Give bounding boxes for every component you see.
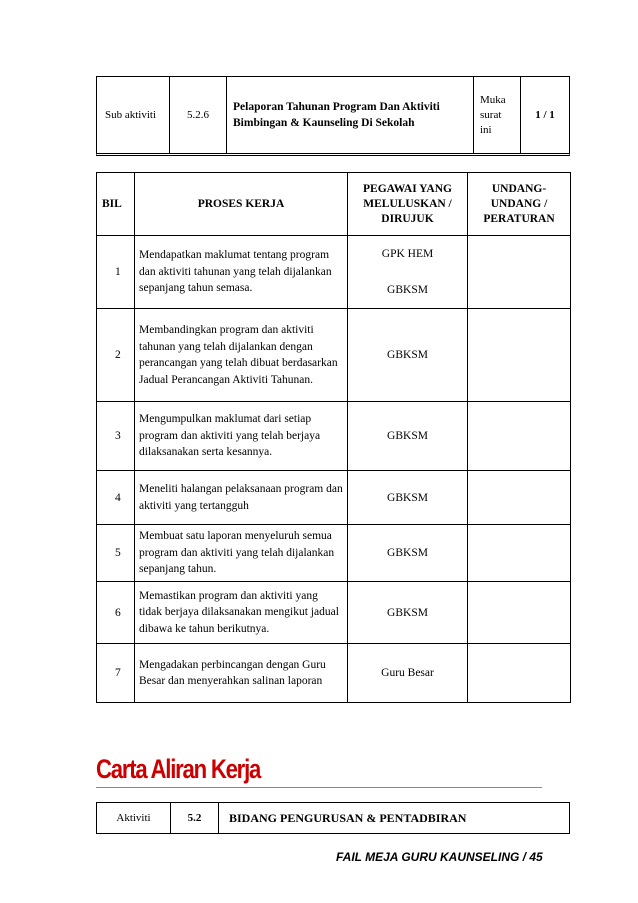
pegawai-line: GBKSM bbox=[387, 547, 428, 559]
table-row bbox=[97, 402, 571, 471]
pegawai-line: GBKSM bbox=[387, 606, 428, 619]
carta-aliran-title: Carta Aliran Kerja bbox=[96, 754, 261, 784]
row-bil: 6 bbox=[97, 582, 135, 644]
table-row bbox=[97, 309, 571, 402]
table-row bbox=[97, 471, 571, 525]
pegawai-line: GBKSM bbox=[387, 349, 428, 361]
header-pegawai: PEGAWAI YANG MELULUSKAN / DIRUJUK bbox=[348, 173, 468, 236]
pegawai-line: Guru Besar bbox=[381, 667, 434, 679]
row-undang-undang bbox=[468, 644, 571, 703]
row-undang-undang bbox=[468, 471, 571, 525]
title-underline bbox=[96, 787, 542, 788]
table-row bbox=[97, 582, 571, 644]
row-proses-kerja: Memastikan program dan aktiviti yang tidak berjaya dilaksanakan mengikut jadual dibawa ke tahun berikutnya. bbox=[135, 582, 348, 644]
row-pegawai bbox=[348, 525, 468, 582]
row-bil: 2 bbox=[97, 309, 135, 402]
row-bil: 5 bbox=[97, 525, 135, 582]
proses-kerja-table bbox=[96, 172, 571, 703]
row-bil: 7 bbox=[97, 644, 135, 703]
row-proses-kerja: Mendapatkan maklumat tentang program dan aktiviti tahunan yang telah dijalankan sepanjang tahun semasa. bbox=[135, 236, 348, 309]
row-bil: 4 bbox=[97, 471, 135, 525]
aktiviti-name: BIDANG PENGURUSAN & PENTADBIRAN bbox=[229, 810, 467, 825]
pegawai-line: GBKSM bbox=[387, 491, 428, 504]
page-number: 1 / 1 bbox=[535, 109, 555, 121]
row-proses-kerja: Membandingkan program dan aktiviti tahunan yang telah dijalankan dengan perancangan yang telah dibuat berdasarkan Jadual Perancangan Aktiviti Tahunan. bbox=[135, 309, 348, 402]
table-header-row bbox=[97, 173, 571, 236]
muka-line: surat bbox=[480, 108, 502, 121]
pegawai-line: GBKSM bbox=[387, 284, 428, 296]
row-bil: 1 bbox=[97, 236, 135, 309]
table-row bbox=[97, 525, 571, 582]
sub-aktiviti-code: 5.2.6 bbox=[170, 77, 227, 153]
table-row bbox=[97, 236, 571, 309]
document-title: Pelaporan Tahunan Program Dan Aktiviti Bimbingan & Kaunseling Di Sekolah bbox=[227, 77, 474, 153]
row-pegawai bbox=[348, 582, 468, 644]
muka-surat-label bbox=[474, 77, 521, 153]
header-bil: BIL bbox=[97, 173, 135, 236]
aktiviti-code: 5.2 bbox=[171, 803, 219, 833]
row-pegawai bbox=[348, 236, 468, 309]
row-pegawai bbox=[348, 471, 468, 525]
row-pegawai bbox=[348, 644, 468, 703]
header-table bbox=[96, 76, 570, 156]
row-undang-undang bbox=[468, 402, 571, 471]
row-undang-undang bbox=[468, 236, 571, 309]
activity-table bbox=[96, 802, 570, 834]
header-proses-kerja: PROSES KERJA bbox=[135, 173, 348, 236]
muka-line: Muka bbox=[480, 93, 506, 106]
row-bil: 3 bbox=[97, 402, 135, 471]
row-pegawai bbox=[348, 309, 468, 402]
page-footer: FAIL MEJA GURU KAUNSELING / 45 bbox=[336, 850, 543, 864]
table-row bbox=[97, 644, 571, 703]
row-proses-kerja: Meneliti halangan pelaksanaan program dan aktiviti yang tertangguh bbox=[135, 471, 348, 525]
sub-aktiviti-label: Sub aktiviti bbox=[97, 77, 170, 153]
aktiviti-label: Aktiviti bbox=[97, 803, 171, 833]
row-undang-undang bbox=[468, 582, 571, 644]
muka-line: ini bbox=[480, 123, 492, 136]
pegawai-line: GBKSM bbox=[387, 430, 428, 442]
pegawai-line bbox=[349, 263, 466, 281]
row-proses-kerja: Membuat satu laporan menyeluruh semua program dan aktiviti yang telah dijalankan sepanjang tahun. bbox=[135, 525, 348, 582]
pegawai-line: GPK HEM bbox=[381, 248, 434, 260]
row-proses-kerja: Mengadakan perbincangan dengan Guru Besar dan menyerahkan salinan laporan bbox=[135, 644, 348, 703]
row-undang-undang bbox=[468, 309, 571, 402]
row-proses-kerja: Mengumpulkan maklumat dari setiap program dan aktiviti yang telah berjaya dilaksanakan serta kesannya. bbox=[135, 402, 348, 471]
row-undang-undang bbox=[468, 525, 571, 582]
header-undang-undang: UNDANG-UNDANG / PERATURAN bbox=[468, 173, 571, 236]
row-pegawai bbox=[348, 402, 468, 471]
